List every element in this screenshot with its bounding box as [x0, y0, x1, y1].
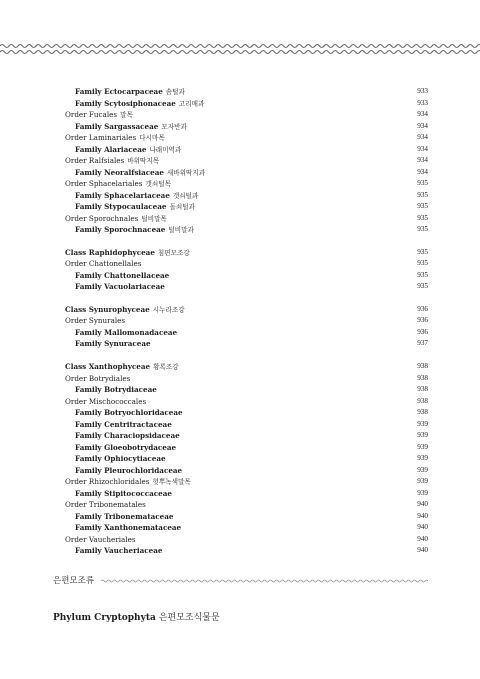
toc-entry-family[interactable]: [65, 488, 428, 500]
toc-entry-family[interactable]: [65, 442, 428, 454]
taxon-name: Order Tribonematales: [65, 500, 146, 510]
korean-name: 돌쇠털과: [169, 203, 195, 211]
toc-entry-order[interactable]: [65, 396, 428, 408]
toc-entry-label: [75, 327, 177, 339]
toc-entry-order[interactable]: [65, 178, 428, 190]
taxon-name: Family Centritractaceae: [75, 419, 172, 429]
toc-entry-family[interactable]: [65, 453, 428, 465]
korean-name: 다시마목: [139, 134, 165, 142]
toc-entry-class[interactable]: [65, 361, 428, 373]
taxon-name: Order Chattonellales: [65, 259, 142, 269]
toc-entry-family[interactable]: [65, 144, 428, 156]
page-number: 938: [417, 408, 428, 417]
toc-entry-order[interactable]: [65, 476, 428, 488]
taxon-name: Family Vacuolariaceae: [75, 282, 165, 292]
taxon-name: Family Sphacelariaceae: [75, 190, 170, 200]
page-number: 938: [417, 373, 428, 382]
korean-name: 갯쇠털목: [145, 180, 171, 188]
page-number: 934: [417, 110, 428, 118]
toc-entry-label: [75, 442, 176, 454]
phylum-heading: [53, 610, 220, 623]
table-of-contents: [65, 86, 428, 557]
taxon-name: Family Neoralfsiaceae: [75, 167, 164, 177]
taxon-name: Family Ophiocytiaceae: [75, 454, 166, 464]
section-gap: [65, 350, 428, 361]
page-number: 935: [417, 202, 428, 210]
page-number: 934: [417, 167, 428, 176]
toc-entry-label: [75, 407, 183, 419]
toc-entry-family[interactable]: [65, 167, 428, 179]
toc-entry-label: [65, 396, 146, 408]
taxon-name: Order Vaucheriales: [65, 534, 136, 544]
toc-entry-family[interactable]: [65, 190, 428, 202]
korean-name: 털비말과: [168, 226, 194, 234]
toc-entry-order[interactable]: [65, 499, 428, 511]
taxon-name: Family Sargassaceae: [75, 121, 159, 131]
toc-entry-family[interactable]: [65, 327, 428, 339]
toc-entry-family[interactable]: [65, 201, 428, 213]
toc-entry-label: [75, 488, 172, 500]
toc-entry-label: [75, 511, 174, 523]
page-number: 939: [417, 419, 428, 428]
page-number: 936: [417, 327, 428, 336]
taxon-name: Family Stypocaulaceae: [75, 202, 167, 211]
toc-entry-label: [65, 534, 136, 546]
toc-entry-label: [75, 430, 180, 442]
page-number: 936: [417, 316, 428, 325]
page-number: 939: [417, 442, 428, 451]
toc-entry-order[interactable]: [65, 155, 428, 167]
toc-entry-label: [75, 281, 165, 293]
page-number: 933: [417, 98, 428, 107]
toc-entry-label: [75, 384, 157, 396]
toc-entry-family[interactable]: [65, 465, 428, 477]
taxon-name: Family Gloeobotrydaceae: [75, 442, 177, 452]
toc-entry-family[interactable]: [65, 98, 428, 110]
taxon-name: Family Ectocarpaceae: [75, 87, 163, 96]
toc-entry-family[interactable]: [65, 121, 428, 133]
taxon-name: Family Chattonellaceae: [75, 270, 170, 280]
page-number: 940: [417, 500, 428, 509]
page-number: 939: [417, 477, 428, 486]
taxon-name: Family Scytosiphonaceae: [75, 98, 176, 108]
section-title: 은편모조류: [53, 574, 99, 586]
page-number: 935: [417, 282, 428, 291]
page-number: 934: [417, 144, 428, 153]
korean-name: 갯쇠털과: [172, 191, 199, 200]
toc-entry-order[interactable]: [65, 373, 428, 385]
taxon-name: Family Stipitococcaceae: [75, 488, 172, 498]
toc-entry-family[interactable]: [65, 407, 428, 419]
page-number: 939: [417, 488, 428, 497]
page-number: 940: [417, 523, 428, 532]
page-number: 936: [417, 304, 428, 313]
phylum-korean-name: 은편모조식물문: [158, 613, 220, 623]
korean-name: 바위딱지목: [127, 157, 160, 165]
page-number: 934: [417, 121, 428, 130]
taxon-name: Family Xanthonemataceae: [75, 523, 182, 533]
korean-name: 헛뿌녹색말목: [152, 478, 191, 487]
taxon-name: Family Synuraceae: [75, 339, 151, 349]
toc-entry-label: [75, 419, 172, 431]
taxon-name: Class Xanthophyceae: [65, 362, 151, 372]
toc-entry-family[interactable]: [65, 270, 428, 282]
page-number: 935: [417, 247, 428, 256]
page-number: 935: [417, 270, 428, 279]
toc-entry-class[interactable]: [65, 247, 428, 259]
korean-name: 고리매과: [178, 99, 205, 108]
taxon-name: Order Synurales: [65, 316, 126, 326]
toc-entry-label: [75, 453, 166, 465]
page-number: 935: [417, 259, 428, 268]
taxon-name: Family Mallomonadaceae: [75, 327, 178, 337]
section-wave-rule: [101, 577, 428, 585]
korean-name: 황록조강: [153, 363, 179, 372]
page-number: 938: [417, 362, 428, 371]
toc-entry-class[interactable]: [65, 304, 428, 316]
page-number: 937: [417, 339, 428, 348]
toc-entry-label: [75, 270, 169, 282]
taxon-name: Order Sporochnales: [65, 213, 139, 223]
toc-entry-label: [65, 258, 141, 270]
toc-entry-family[interactable]: [65, 522, 428, 534]
page-number: 940: [417, 546, 428, 555]
korean-name: 새바위딱지과: [166, 168, 206, 177]
taxon-name: Family Botryochloridaceae: [75, 408, 183, 418]
page-number: 939: [417, 465, 428, 474]
page-number: 935: [417, 179, 428, 187]
toc-entry-label: [65, 315, 125, 327]
page-number: 940: [417, 511, 428, 520]
toc-entry-label: [75, 545, 162, 557]
toc-entry-order[interactable]: [65, 213, 428, 225]
taxon-name: Family Sporochnaceae: [75, 225, 166, 234]
taxon-name: Class Raphidophyceae: [65, 247, 155, 257]
toc-entry-label: [75, 224, 194, 237]
section-gap: [65, 236, 428, 247]
taxon-name: Family Botrydiaceae: [75, 385, 157, 395]
page-number: 935: [417, 190, 428, 199]
section-gap: [65, 293, 428, 304]
page-number: 938: [417, 385, 428, 394]
toc-entry-label: [75, 338, 151, 350]
toc-entry-family[interactable]: [65, 545, 428, 557]
korean-name: 모자반과: [161, 122, 187, 131]
toc-entry-order[interactable]: [65, 109, 428, 121]
page-number: 935: [417, 225, 428, 233]
decorative-wave-border: [0, 40, 480, 58]
korean-name: 시누라조강: [152, 305, 185, 314]
page-number: 939: [417, 431, 428, 440]
taxon-name: Family Characiopsidaceae: [75, 431, 180, 441]
toc-entry-label: [75, 522, 181, 534]
taxon-name: Family Tribonemataceae: [75, 511, 174, 521]
taxon-name: Class Synurophyceae: [65, 304, 150, 314]
korean-name: 나래미역과: [149, 145, 182, 154]
korean-name: 말목: [120, 111, 133, 119]
toc-entry-family[interactable]: [65, 430, 428, 442]
toc-entry-family[interactable]: [65, 86, 428, 98]
toc-entry-family[interactable]: [65, 338, 428, 350]
section-heading: [53, 575, 428, 587]
taxon-name: Order Laminariales: [65, 133, 137, 142]
toc-entry-family[interactable]: [65, 419, 428, 431]
toc-entry-label: [65, 499, 146, 511]
phylum-name: Phylum Cryptophyta: [53, 613, 156, 623]
taxon-name: Family Alariaceae: [75, 144, 147, 154]
toc-entry-label: [65, 373, 130, 385]
toc-entry-order[interactable]: [65, 132, 428, 144]
toc-entry-family[interactable]: [65, 511, 428, 523]
korean-name: 침편모조강: [157, 248, 190, 257]
toc-entry-family[interactable]: [65, 384, 428, 396]
taxon-name: Family Vaucheriaceae: [75, 546, 163, 556]
toc-entry-order[interactable]: [65, 315, 428, 327]
page-number: 940: [417, 534, 428, 543]
taxon-name: Family Pleurochloridaceae: [75, 465, 183, 475]
page-number: 938: [417, 396, 428, 405]
taxon-name: Order Fucales: [65, 110, 118, 119]
toc-entry-order[interactable]: [65, 258, 428, 270]
korean-name: 솜털과: [165, 88, 185, 96]
taxon-name: Order Ralfsiales: [65, 156, 125, 165]
page-number: 934: [417, 133, 428, 141]
taxon-name: Order Rhizochloridales: [65, 477, 150, 487]
korean-name: 털비말목: [141, 214, 167, 223]
page-number: 934: [417, 156, 428, 164]
toc-entry-order[interactable]: [65, 534, 428, 546]
toc-entry-family[interactable]: [65, 224, 428, 236]
taxon-name: Order Mischococcales: [65, 396, 147, 406]
taxon-name: Order Botrydiales: [65, 373, 131, 383]
toc-entry-family[interactable]: [65, 281, 428, 293]
page-number: 939: [417, 454, 428, 463]
page-number: 935: [417, 213, 428, 222]
toc-entry-label: [75, 465, 182, 477]
taxon-name: Order Sphacelariales: [65, 179, 143, 188]
page-number: 933: [417, 87, 428, 95]
